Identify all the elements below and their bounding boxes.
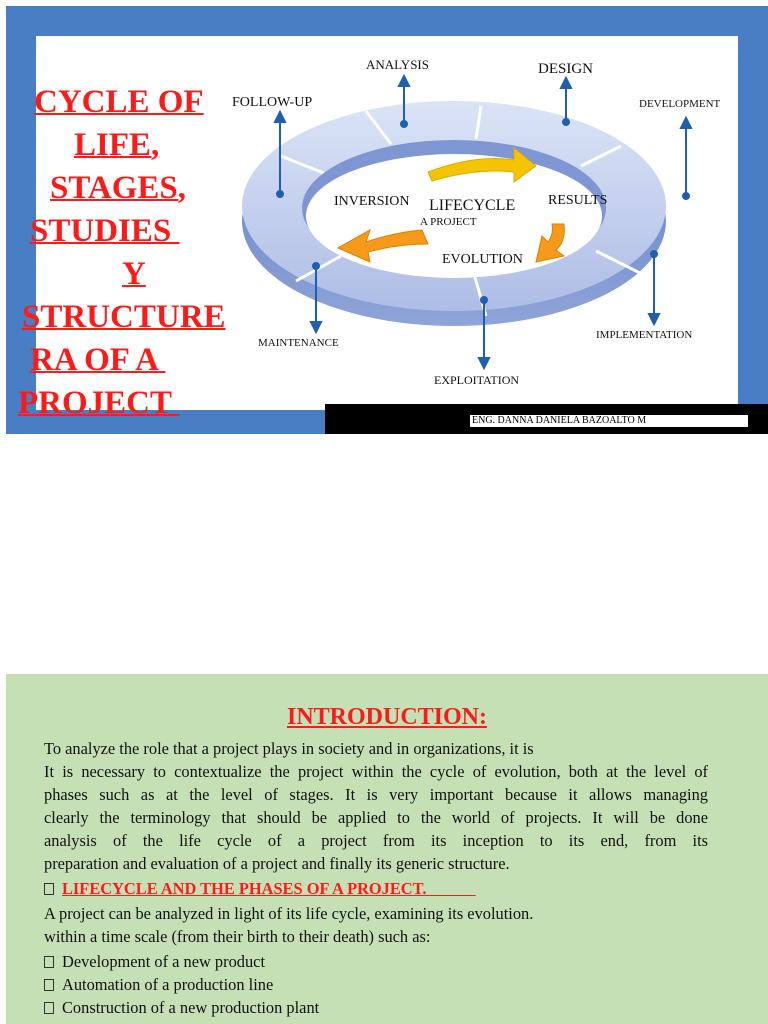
- title-line-1: CYCLE OF: [34, 84, 204, 120]
- label-a-project: A PROJECT: [420, 216, 477, 228]
- analysis-line-1: A project can be analyzed in light of its life cycle, examining its evolution.: [44, 904, 534, 923]
- label-implementation: IMPLEMENTATION: [596, 329, 693, 341]
- list-item: [44, 973, 273, 996]
- title-slide: [6, 6, 768, 434]
- label-inversion: INVERSION: [334, 194, 410, 209]
- bullet-box-icon: [44, 1002, 54, 1014]
- title-line-8: PROJECT: [18, 385, 180, 421]
- label-results: RESULTS: [548, 193, 608, 208]
- label-lifecycle: LIFECYCLE: [429, 197, 516, 214]
- intro-line-2: It is necessary to contextualize the project within the cycle of evolution, both at the level of: [44, 762, 708, 781]
- footer-author: ENG. DANNA DANIELA BAZOALTO M: [472, 415, 647, 426]
- intro-line-3: phases such as at the level of stages. It is very important because it allows managing: [44, 785, 708, 804]
- list-item-text: Construction of a new production plant: [62, 998, 320, 1017]
- intro-line-6: preparation and evaluation of a project and finally its generic structure.: [44, 854, 510, 873]
- list-item-text: Development of a new product: [62, 952, 265, 971]
- introduction-slide: [6, 674, 768, 1024]
- bullet-box-icon: [44, 956, 54, 968]
- lifecycle-heading-text: LIFECYCLE AND THE PHASES OF A PROJECT.: [62, 879, 427, 898]
- analysis-line-2: within a time scale (from their birth to their death) such as:: [44, 927, 431, 946]
- footer-author-box: [470, 415, 748, 427]
- label-follow-up: FOLLOW-UP: [232, 95, 313, 110]
- label-exploitation: EXPLOITATION: [434, 373, 520, 387]
- title-line-6: STRUCTURE: [22, 299, 226, 335]
- bullet-box-icon: [44, 883, 54, 895]
- label-analysis: ANALYSIS: [366, 57, 429, 72]
- list-item-text: Automation of a production line: [62, 975, 274, 994]
- label-maintenance: MAINTENANCE: [258, 337, 339, 349]
- label-evolution: EVOLUTION: [442, 252, 523, 267]
- title-line-2: LIFE,: [74, 127, 160, 163]
- intro-line-5: analysis of the life cycle of a project from its inception to its end, from its: [44, 831, 708, 850]
- label-development: DEVELOPMENT: [639, 98, 721, 110]
- intro-line-1: To analyze the role that a project plays in society and in organizations, it is: [44, 739, 534, 758]
- intro-line-4: clearly the terminology that should be applied to the world of projects. It will be done: [44, 808, 708, 827]
- label-design: DESIGN: [538, 61, 593, 77]
- title-line-3: STAGES,: [50, 170, 187, 206]
- list-item: [44, 996, 319, 1019]
- title-line-7: RA OF A: [30, 342, 166, 378]
- title-line-5: Y: [122, 256, 146, 292]
- intro-heading: INTRODUCTION:: [286, 704, 487, 730]
- bullet-box-icon: [44, 979, 54, 991]
- lifecycle-heading: [44, 877, 476, 900]
- list-item: [44, 950, 265, 973]
- title-line-4: STUDIES: [30, 213, 180, 249]
